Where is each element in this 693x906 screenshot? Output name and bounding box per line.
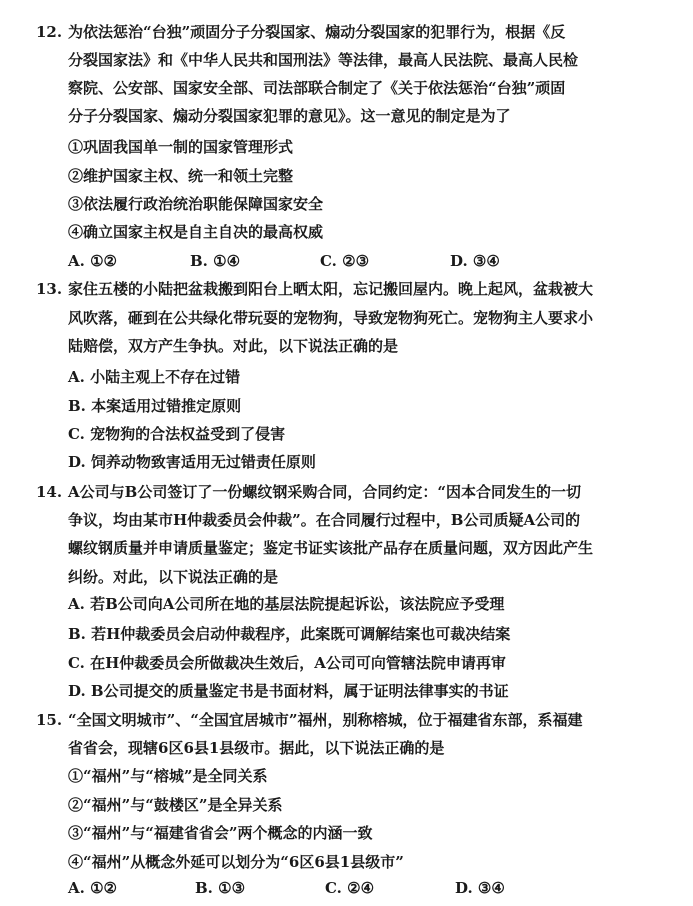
- stem-line: 为依法惩治“台独”顽固分子分裂国家、煽动分裂国家的犯罪行为，根据《反: [68, 23, 566, 41]
- stem-line: 分裂国家法》和《中华人民共和国刑法》等法律，最高人民法院、最高人民检: [68, 51, 579, 69]
- option-a: A. 小陆主观上不存在过错: [68, 368, 241, 386]
- choice-a: A. ①②: [68, 879, 117, 897]
- option-b: B. 本案适用过错推定原则: [68, 397, 242, 415]
- statement: ①巩固我国单一制的国家管理形式: [68, 138, 294, 156]
- stem-line: 纠纷。对此，以下说法正确的是: [68, 568, 279, 586]
- choice-b: B. ①③: [195, 879, 246, 897]
- stem-line: 陆赔偿，双方产生争执。对此，以下说法正确的是: [68, 337, 399, 355]
- question-number: 14.: [36, 483, 63, 501]
- stem-line: 风吹落，砸到在公共绿化带玩耍的宠物狗，导致宠物狗死亡。宠物狗主人要求小: [68, 309, 594, 327]
- option-a: A. 若B公司向A公司所在地的基层法院提起诉讼，该法院应予受理: [68, 595, 505, 613]
- question-number: 15.: [36, 711, 63, 729]
- choice-d: D. ③④: [455, 879, 505, 897]
- statement: ②“福州”与“鼓楼区”是全异关系: [68, 796, 283, 814]
- option-d: D. 饲养动物致害适用无过错责任原则: [68, 453, 316, 471]
- choice-c: C. ②④: [325, 879, 375, 897]
- statement: ④确立国家主权是自主自决的最高权威: [68, 223, 324, 241]
- stem-line: A公司与B公司签订了一份螺纹钢采购合同，合同约定：“因本合同发生的一切: [68, 483, 581, 501]
- statement: ③依法履行政治统治职能保障国家安全: [68, 195, 324, 213]
- stem-line: 争议，均由某市H仲裁委员会仲裁”。在合同履行过程中，B公司质疑A公司的: [68, 511, 581, 529]
- question-number: 13.: [36, 280, 63, 298]
- option-c: C. 在H仲裁委员会所做裁决生效后，A公司可向管辖法院申请再审: [68, 654, 506, 672]
- choice-a: A. ①②: [68, 252, 117, 270]
- statement: ③“福州”与“福建省省会”两个概念的内涵一致: [68, 824, 373, 842]
- statement: ④“福州”从概念外延可以划分为“6区6县1县级市”: [68, 853, 404, 871]
- option-d: D. B公司提交的质量鉴定书是书面材料，属于证明法律事实的书证: [68, 682, 509, 700]
- stem-line: “全国文明城市”、“全国宜居城市”福州，别称榕城，位于福建省东部，系福建: [68, 711, 583, 729]
- stem-line: 省省会，现辖6区6县1县级市。据此，以下说法正确的是: [68, 739, 445, 757]
- choice-b: B. ①④: [190, 252, 241, 270]
- stem-line: 家住五楼的小陆把盆栽搬到阳台上晒太阳，忘记搬回屋内。晚上起风，盆栽被大: [68, 280, 594, 298]
- statement: ①“福州”与“榕城”是全同关系: [68, 767, 268, 785]
- stem-line: 察院、公安部、国家安全部、司法部联合制定了《关于依法惩治“台独”顽固: [68, 79, 566, 97]
- choice-d: D. ③④: [450, 252, 500, 270]
- option-c: C. 宠物狗的合法权益受到了侵害: [68, 425, 286, 443]
- question-number: 12.: [36, 23, 63, 41]
- stem-line: 分子分裂国家、煽动分裂国家犯罪的意见》。这一意见的制定是为了: [68, 107, 511, 125]
- statement: ②维护国家主权、统一和领土完整: [68, 167, 294, 185]
- choice-c: C. ②③: [320, 252, 370, 270]
- stem-line: 螺纹钢质量并申请质量鉴定；鉴定书证实该批产品存在质量问题，双方因此产生: [68, 539, 594, 557]
- option-b: B. 若H仲裁委员会启动仲裁程序，此案既可调解结案也可裁决结案: [68, 625, 511, 643]
